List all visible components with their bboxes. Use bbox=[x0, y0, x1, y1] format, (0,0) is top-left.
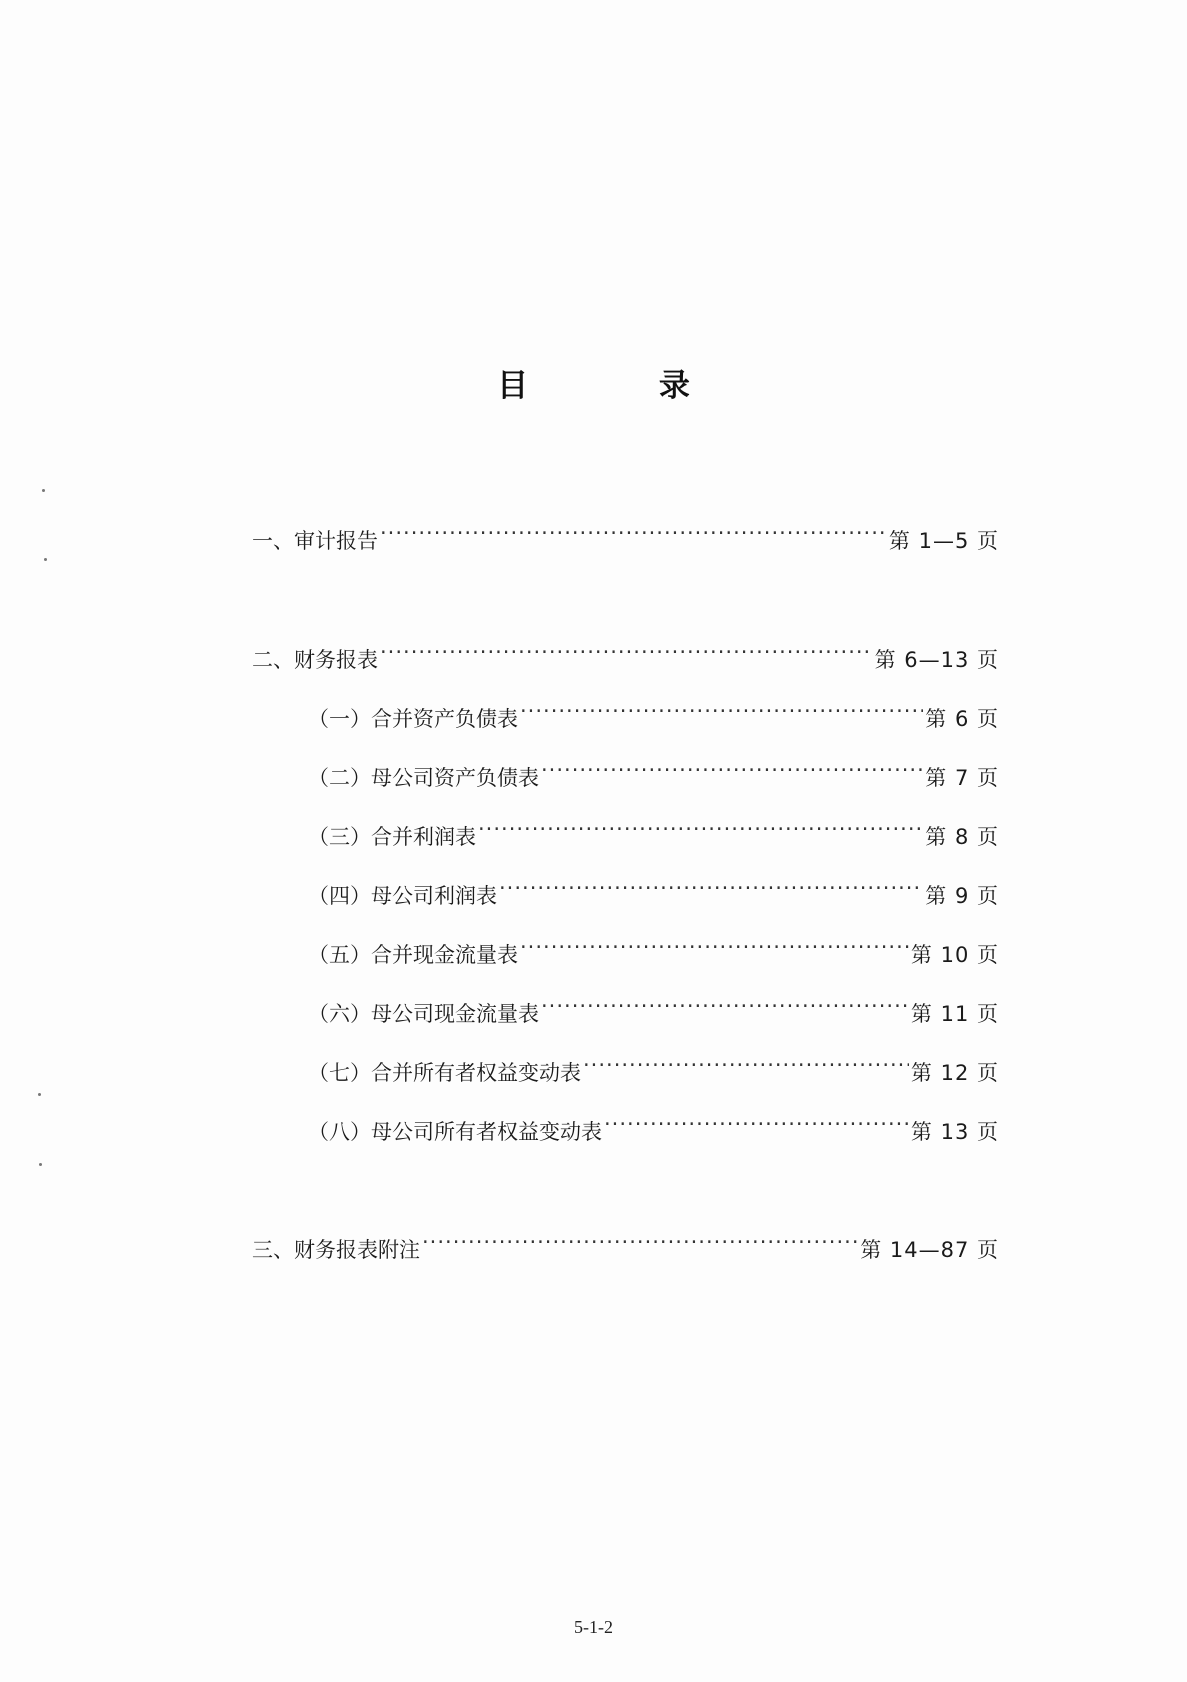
toc-entry-label: 二、财务报表 bbox=[252, 648, 378, 672]
toc-entry-page: 第 13 页 bbox=[910, 1120, 999, 1144]
toc-entry-label: 三、财务报表附注 bbox=[252, 1238, 420, 1262]
toc-subentry-8 bbox=[308, 1109, 999, 1147]
toc-entry-label: （七）合并所有者权益变动表 bbox=[308, 1061, 581, 1085]
toc-entry-page: 第 14—87 页 bbox=[860, 1238, 999, 1262]
toc-subentry-5 bbox=[308, 932, 999, 970]
dot-leader bbox=[478, 814, 923, 844]
toc-entry-label: 一、审计报告 bbox=[252, 529, 378, 553]
toc-entry-label: （八）母公司所有者权益变动表 bbox=[308, 1120, 602, 1144]
toc-entry-label: （一）合并资产负债表 bbox=[308, 707, 518, 731]
dot-leader bbox=[499, 873, 923, 903]
toc-entry-label: （六）母公司现金流量表 bbox=[308, 1002, 539, 1026]
toc-entry-financial-statements bbox=[252, 637, 999, 675]
toc-entry-label: （五）合并现金流量表 bbox=[308, 943, 518, 967]
toc-entry-page: 第 11 页 bbox=[910, 1002, 999, 1026]
toc-entry-label: （二）母公司资产负债表 bbox=[308, 766, 539, 790]
dot-leader bbox=[583, 1050, 909, 1080]
dot-leader bbox=[520, 696, 923, 726]
toc-entry-page: 第 6 页 bbox=[925, 707, 999, 731]
toc-entry-page: 第 9 页 bbox=[925, 884, 999, 908]
toc-entry-notes bbox=[252, 1227, 999, 1265]
dot-leader bbox=[541, 991, 909, 1021]
page-title: 目 录 bbox=[497, 368, 750, 404]
toc-entry-page: 第 1—5 页 bbox=[888, 529, 999, 553]
toc-entry-page: 第 8 页 bbox=[925, 825, 999, 849]
toc-subentry-3 bbox=[308, 814, 999, 852]
toc-entry-page: 第 6—13 页 bbox=[874, 648, 999, 672]
toc-subentry-1 bbox=[308, 696, 999, 734]
dot-leader bbox=[380, 637, 873, 667]
toc-entry-page: 第 12 页 bbox=[910, 1061, 999, 1085]
scan-speck bbox=[38, 1093, 41, 1096]
dot-leader bbox=[422, 1227, 858, 1257]
dot-leader bbox=[604, 1109, 909, 1139]
toc-subentry-7 bbox=[308, 1050, 999, 1088]
scan-speck bbox=[44, 558, 47, 561]
toc-subentry-4 bbox=[308, 873, 999, 911]
scan-speck bbox=[42, 489, 45, 492]
toc-entry-audit-report bbox=[252, 518, 999, 556]
toc-entry-page: 第 10 页 bbox=[910, 943, 999, 967]
toc-entry-label: （四）母公司利润表 bbox=[308, 884, 497, 908]
scan-speck bbox=[39, 1163, 42, 1166]
toc-subentry-6 bbox=[308, 991, 999, 1029]
toc-entry-page: 第 7 页 bbox=[925, 766, 999, 790]
page-number-footer: 5-1-2 bbox=[574, 1617, 613, 1637]
dot-leader bbox=[520, 932, 909, 962]
dot-leader bbox=[380, 518, 887, 548]
toc-entry-label: （三）合并利润表 bbox=[308, 825, 476, 849]
dot-leader bbox=[541, 755, 923, 785]
toc-subentry-2 bbox=[308, 755, 999, 793]
